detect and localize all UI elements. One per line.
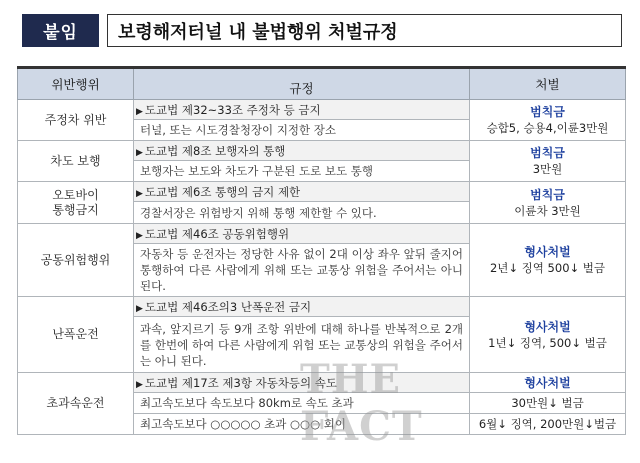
penalty-detail: 6월↓ 징역, 200만원↓벌금	[470, 414, 626, 435]
table-row	[18, 297, 626, 317]
law-text: 도교법 제32~33조 주정차 등 금지	[144, 102, 321, 117]
penalty-cell	[470, 141, 626, 182]
watermark-logo: THE FACT	[300, 356, 423, 450]
header-rule: 규정	[134, 68, 470, 100]
violation-cell: 공동위험행위	[18, 224, 134, 297]
triangle-right-icon: ▶	[136, 106, 143, 117]
attachment-badge: 붙임	[22, 14, 99, 47]
law-cell	[134, 182, 470, 202]
law-cell	[134, 100, 470, 120]
law-text: 도교법 제17조 제3항 자동차등의 속도	[144, 375, 338, 390]
violation-cell: 차도 보행	[18, 141, 134, 182]
header-violation: 위반행위	[18, 68, 134, 100]
triangle-right-icon: ▶	[136, 188, 143, 199]
law-text: 도교법 제6조 통행의 금지 제한	[144, 184, 301, 199]
page-title: 보령해저터널 내 불법행위 처벌규정	[107, 14, 622, 47]
desc-cell: 최고속도보다 속도보다 80km로 속도 초과	[134, 393, 470, 414]
penalty-title: 범칙금	[530, 105, 565, 119]
law-text: 도교법 제8조 보행자의 통행	[144, 143, 286, 158]
penalty-cell	[470, 182, 626, 224]
violation-cell: 주정차 위반	[18, 100, 134, 141]
penalty-cell	[470, 373, 626, 393]
penalty-cell	[470, 100, 626, 141]
violation-cell: 초과속운전	[18, 373, 134, 435]
law-cell	[134, 297, 470, 317]
table-header-row	[18, 68, 626, 100]
penalty-table	[17, 66, 626, 435]
table-row	[18, 100, 626, 120]
penalty-detail: 1년↓ 징역, 500↓ 벌금	[488, 335, 607, 350]
desc-cell: 보행자는 보도와 차도가 구분된 도로 보도 통행	[134, 161, 470, 182]
penalty-title: 형사처벌	[524, 375, 571, 390]
desc-cell: 최고속도보다 ○○○○○ 초과 ○○○ 회이	[134, 414, 470, 435]
penalty-cell	[470, 224, 626, 297]
table-row	[18, 141, 626, 161]
table-row	[18, 373, 626, 393]
desc-cell: 터널, 또는 시도경찰청장이 지정한 장소	[134, 120, 470, 141]
penalty-cell	[470, 297, 626, 373]
penalty-title: 형사처벌	[524, 245, 571, 259]
desc-cell: 과속, 앞지르기 등 9개 조항 위반에 대해 하나를 반복적으로 2개를 한번에 하여 다른 사람에게 위험 또는 교통상의 위험을 주어서는 아니 된다.	[134, 317, 470, 373]
penalty-detail: 승합5, 승용4,이륜3만원	[486, 121, 609, 135]
desc-cell: 경찰서장은 위험방지 위해 통행 제한할 수 있다.	[134, 202, 470, 224]
penalty-detail: 3만원	[532, 162, 563, 176]
violation-line: 통행금지	[52, 202, 99, 217]
penalty-detail: 이륜차 3만원	[514, 203, 581, 218]
triangle-right-icon: ▶	[136, 303, 143, 314]
law-cell	[134, 373, 470, 393]
desc-cell: 자동차 등 운전자는 정당한 사유 없이 2대 이상 좌우 앞뒤 줄지어 통행하여 다른 사람에게 위해 또는 교통상 위험을 주어서는 아니 된다.	[134, 244, 470, 297]
law-cell	[134, 224, 470, 244]
table-row	[18, 182, 626, 202]
law-text: 도교법 제46조의3 난폭운전 금지	[144, 299, 312, 314]
penalty-title: 범칙금	[530, 146, 565, 160]
violation-line: 오토바이	[52, 187, 99, 202]
violation-cell: 난폭운전	[18, 297, 134, 373]
law-text: 도교법 제46조 공동위험행위	[144, 226, 290, 241]
violation-cell	[18, 182, 134, 224]
triangle-right-icon: ▶	[136, 379, 143, 390]
triangle-right-icon: ▶	[136, 147, 143, 158]
penalty-title: 범칙금	[530, 187, 565, 202]
penalty-title: 형사처벌	[524, 319, 571, 334]
table-row	[18, 224, 626, 244]
penalty-detail: 2년↓ 징역 500↓ 벌금	[489, 261, 606, 275]
header-penalty: 처벌	[470, 68, 626, 100]
triangle-right-icon: ▶	[136, 230, 143, 241]
law-cell	[134, 141, 470, 161]
penalty-detail: 30만원↓ 벌금	[470, 393, 626, 414]
